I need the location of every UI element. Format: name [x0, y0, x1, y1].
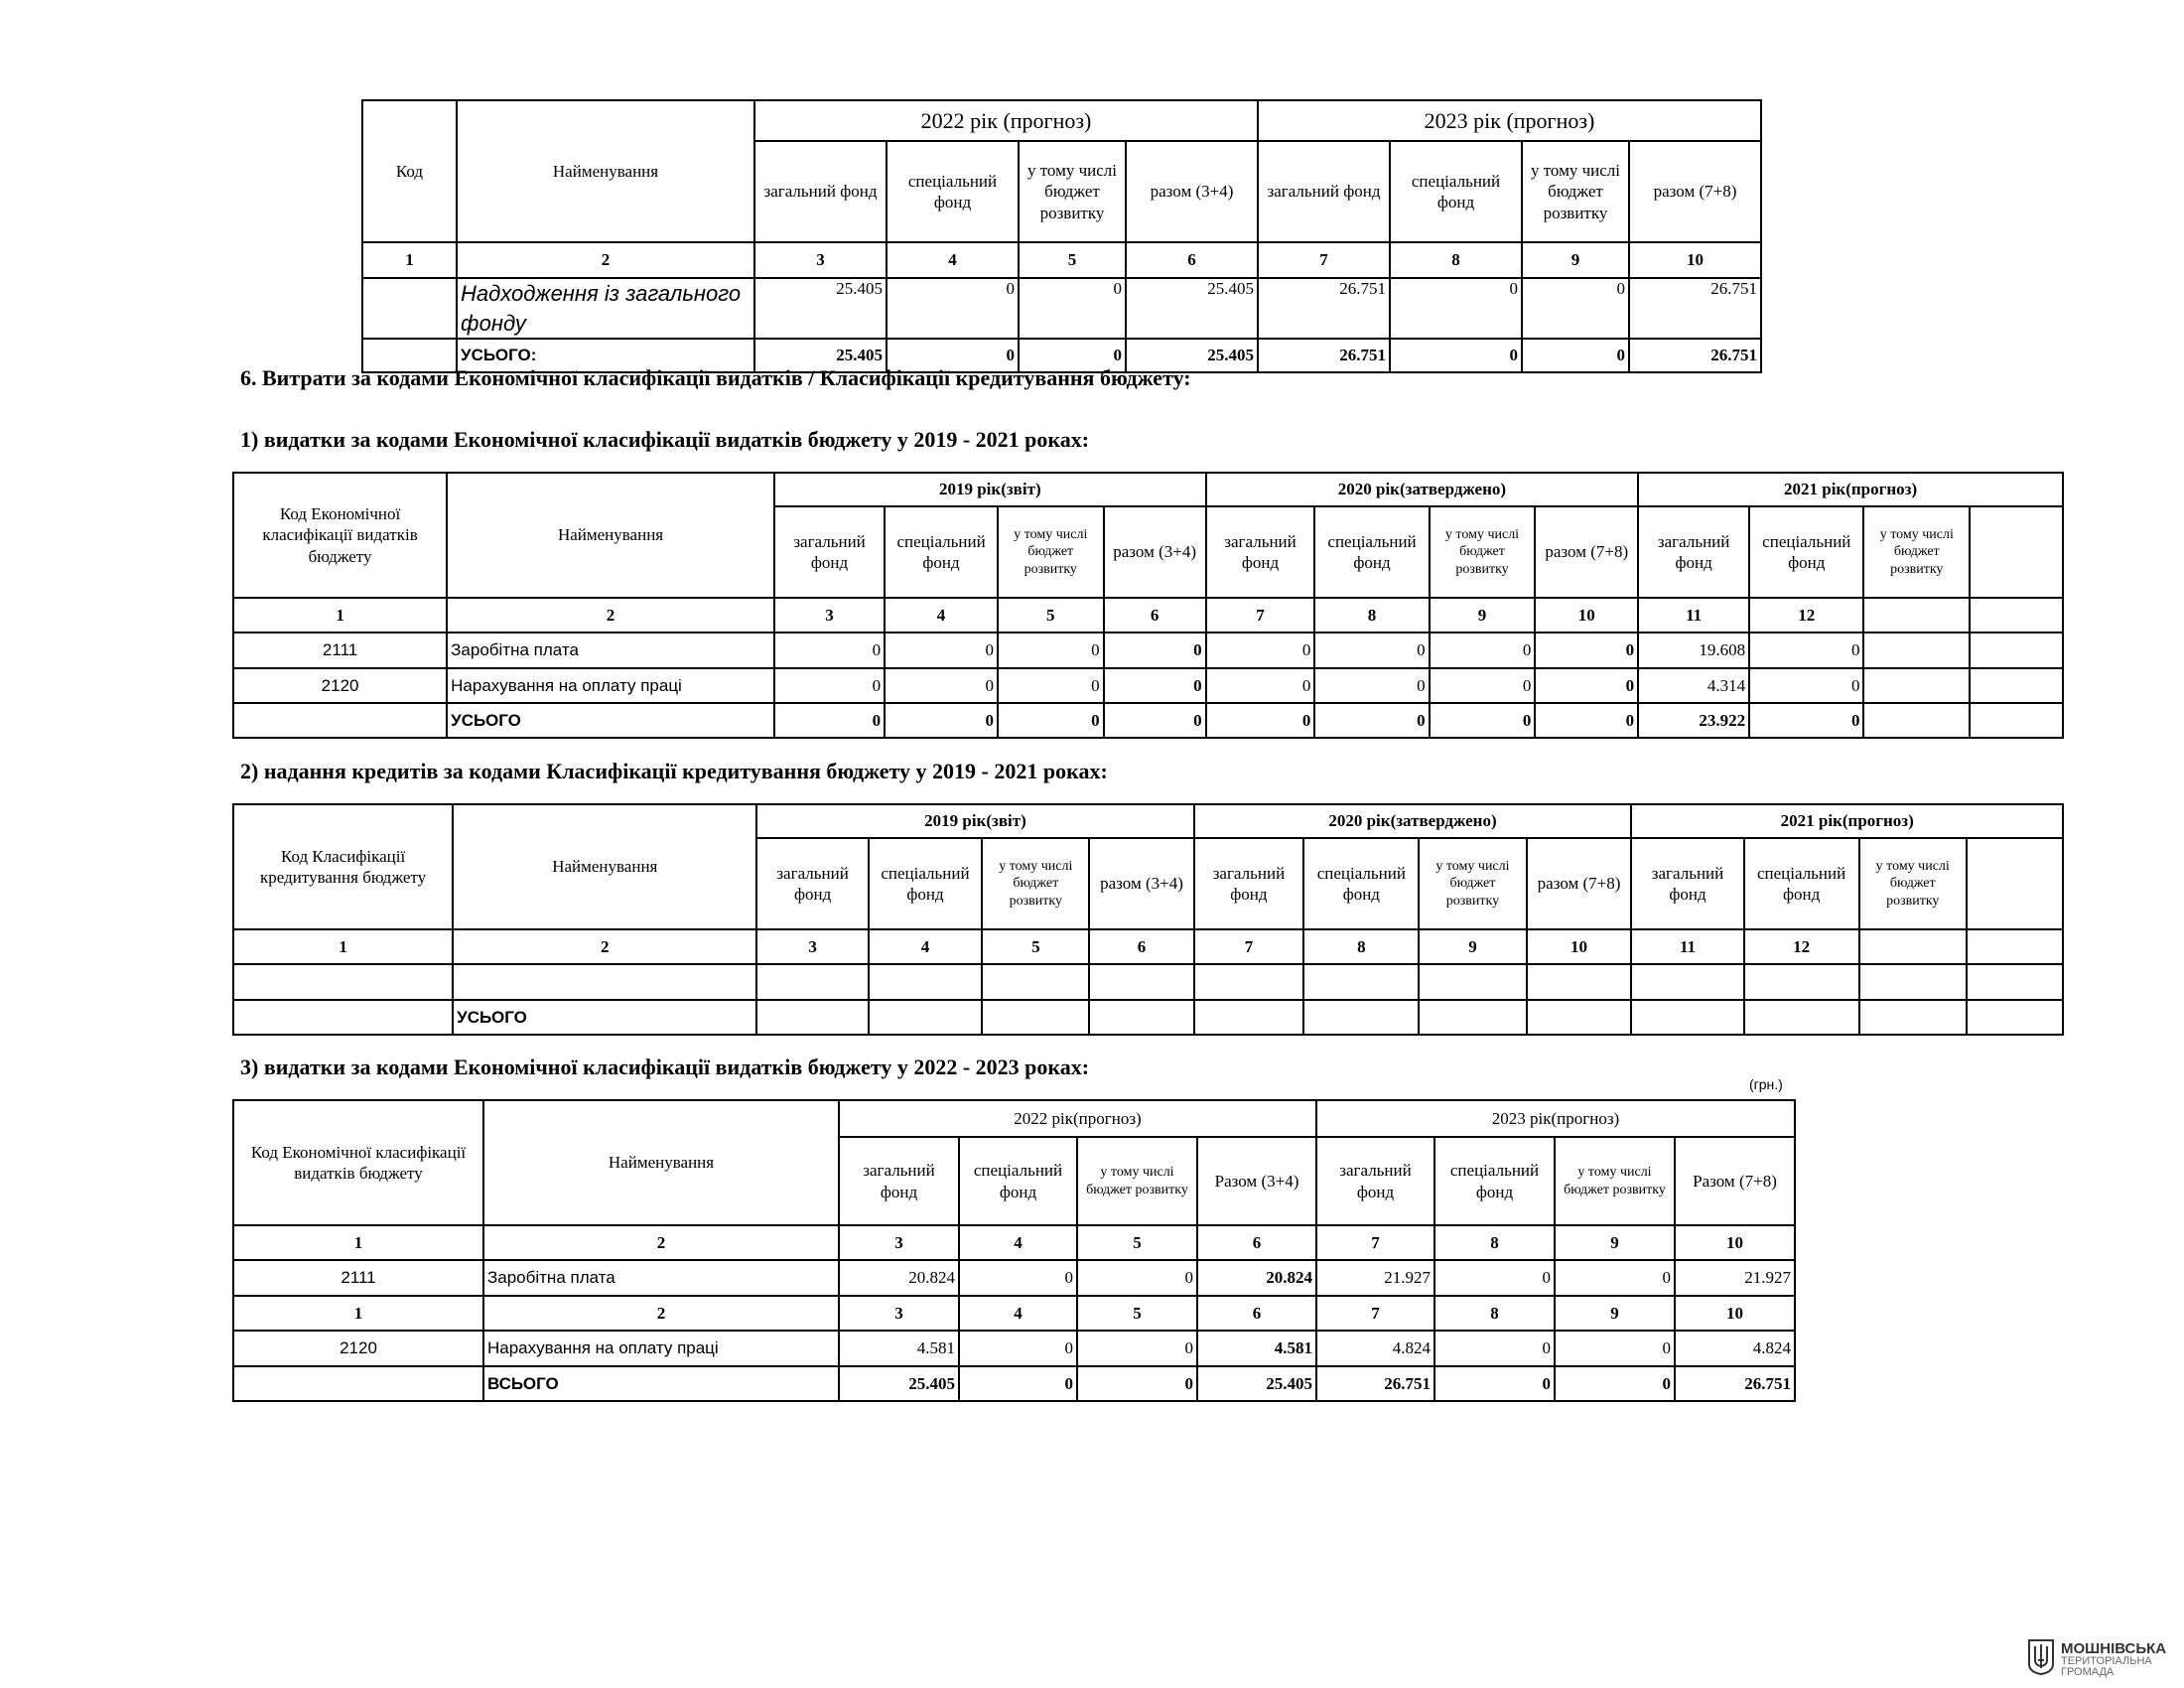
- cell-value: [1863, 668, 1970, 703]
- cell-value: 0: [1535, 703, 1638, 738]
- subsection-2-heading: 2) надання кредитів за кодами Класифікації кредитування бюджету у 2019 - 2021 роках:: [240, 759, 1108, 783]
- col-header-total: Разом (3+4): [1197, 1137, 1316, 1225]
- column-number: 7: [1316, 1296, 1434, 1331]
- col-header-code: Код Класифікації кредитування бюджету: [233, 804, 453, 929]
- col-header-development-budget: у тому числі бюджет розвитку: [1522, 141, 1629, 242]
- row-name: Заробітна плата: [483, 1260, 839, 1296]
- cell-value: 0: [959, 1331, 1077, 1366]
- column-number: 6: [1089, 929, 1193, 964]
- total-row: [233, 703, 2063, 738]
- column-number: 3: [774, 598, 885, 633]
- col-header-special-fund: спеціальний фонд: [1390, 141, 1522, 242]
- column-number: 7: [1258, 242, 1390, 278]
- cell-value: 0: [1104, 703, 1206, 738]
- expenses-2022-2023-table: [232, 1099, 1796, 1402]
- column-number: 12: [1744, 929, 1859, 964]
- col-header-total: разом (3+4): [1104, 506, 1206, 598]
- cell-value: 19.608: [1638, 633, 1749, 668]
- col-header-general-fund: загальний фонд: [756, 838, 868, 929]
- cell-value: 0: [885, 703, 998, 738]
- column-number: 10: [1675, 1225, 1795, 1260]
- row-name: Нарахування на оплату праці: [447, 668, 774, 703]
- column-number: 1: [362, 242, 457, 278]
- column-number: 10: [1527, 929, 1632, 964]
- column-number: 3: [756, 929, 868, 964]
- cell-value: 26.751: [1316, 1366, 1434, 1401]
- column-number: 5: [998, 598, 1104, 633]
- col-header-name: Найменування: [453, 804, 756, 929]
- column-number: 3: [754, 242, 887, 278]
- cell-value: 0: [1555, 1366, 1675, 1401]
- row-name: УСЬОГО: [453, 1000, 756, 1035]
- column-number: 9: [1430, 598, 1536, 633]
- cell-value: 0: [1434, 1331, 1555, 1366]
- cell-value: 0: [998, 668, 1104, 703]
- column-number: 1: [233, 1225, 483, 1260]
- cell-value: 0: [1104, 668, 1206, 703]
- col-header-total: разом (3+4): [1089, 838, 1193, 929]
- col-header-total: разом (7+8): [1527, 838, 1632, 929]
- col-header-year-2021: 2021 рік(прогноз): [1638, 473, 2063, 506]
- column-number: 7: [1316, 1225, 1434, 1260]
- column-number: 1: [233, 929, 453, 964]
- cell-value: 25.405: [1126, 339, 1258, 372]
- column-number: 1: [233, 1296, 483, 1331]
- col-header-year-2022: 2022 рік(прогноз): [839, 1100, 1316, 1137]
- col-header-code: Код: [362, 100, 457, 242]
- cell-value: 0: [1555, 1260, 1675, 1296]
- table-row: [233, 1260, 1795, 1296]
- col-header-code: Код Економічної класифікації видатків бюджету: [233, 473, 447, 598]
- col-header-general-fund: загальний фонд: [1631, 838, 1743, 929]
- cell-value: 26.751: [1675, 1366, 1795, 1401]
- col-header-special-fund: спеціальний фонд: [1749, 506, 1863, 598]
- row-code: [233, 1366, 483, 1401]
- col-header-total: разом (3+4): [1126, 141, 1258, 242]
- col-header-name: Найменування: [483, 1100, 839, 1225]
- column-number: 6: [1197, 1225, 1316, 1260]
- cell-value: 26.751: [1258, 339, 1390, 372]
- column-number: 9: [1555, 1225, 1675, 1260]
- column-number: 2: [483, 1225, 839, 1260]
- cell-value: 0: [1430, 668, 1536, 703]
- col-header-special-fund: спеціальний фонд: [1303, 838, 1419, 929]
- cell-value: 0: [1430, 703, 1536, 738]
- credits-2019-2021-table: [232, 803, 2064, 1036]
- column-number: [1859, 929, 1967, 964]
- cell-value: 0: [774, 668, 885, 703]
- column-number: 2: [457, 242, 754, 278]
- table-row: [233, 668, 2063, 703]
- cell-value: [1970, 668, 2063, 703]
- col-header-development-budget: у тому числі бюджет розвитку: [1019, 141, 1126, 242]
- cell-value: 26.751: [1258, 278, 1390, 339]
- col-header-special-fund: спеціальний фонд: [869, 838, 982, 929]
- column-number: 11: [1638, 598, 1749, 633]
- cell-value: 0: [887, 339, 1019, 372]
- col-header-total: разом (7+8): [1629, 141, 1761, 242]
- column-number: 5: [1077, 1296, 1197, 1331]
- col-header-name: Найменування: [457, 100, 754, 242]
- col-header-development-budget: у тому числі бюджет розвитку: [1859, 838, 1967, 929]
- cell-value: 0: [959, 1260, 1077, 1296]
- cell-value: 0: [885, 633, 998, 668]
- table-row: [233, 964, 2063, 1000]
- total-row: [233, 1000, 2063, 1035]
- cell-value: 0: [1206, 668, 1315, 703]
- col-header-development-budget: у тому числі бюджет розвитку: [1555, 1137, 1675, 1225]
- column-number: 6: [1104, 598, 1206, 633]
- cell-value: 0: [1077, 1366, 1197, 1401]
- col-header-development-budget: у тому числі бюджет розвитку: [998, 506, 1104, 598]
- column-number: 10: [1629, 242, 1761, 278]
- community-logo: [2027, 1638, 2166, 1681]
- section-6-heading: 6. Витрати за кодами Економічної класифікації видатків / Класифікації кредитування бюджету:: [240, 365, 1191, 390]
- column-number: 3: [839, 1225, 959, 1260]
- cell-value: 0: [1390, 339, 1522, 372]
- col-header-general-fund: загальний фонд: [774, 506, 885, 598]
- column-number: 8: [1390, 242, 1522, 278]
- cell-value: 0: [1749, 633, 1863, 668]
- cell-value: 0: [774, 633, 885, 668]
- col-header-name: Найменування: [447, 473, 774, 598]
- cell-value: 0: [1434, 1366, 1555, 1401]
- column-number: 5: [1019, 242, 1126, 278]
- cell-value: 0: [1077, 1260, 1197, 1296]
- row-code: 2120: [233, 668, 447, 703]
- column-number: 3: [839, 1296, 959, 1331]
- cell-value: 4.314: [1638, 668, 1749, 703]
- col-header-year-2023: 2023 рік(прогноз): [1316, 1100, 1795, 1137]
- col-header-total: [1970, 506, 2063, 598]
- column-number: 7: [1206, 598, 1315, 633]
- col-header-total: [1967, 838, 2063, 929]
- col-header-special-fund: спеціальний фонд: [1744, 838, 1859, 929]
- cell-value: 0: [1749, 668, 1863, 703]
- col-header-year-2020: 2020 рік(затверджено): [1194, 804, 1632, 838]
- row-name: ВСЬОГО: [483, 1366, 839, 1401]
- col-header-year-2021: 2021 рік(прогноз): [1631, 804, 2063, 838]
- column-number: 2: [483, 1296, 839, 1331]
- cell-value: 0: [1314, 703, 1429, 738]
- logo-line-3: ГРОМАДА: [2061, 1666, 2115, 1678]
- column-number: 4: [885, 598, 998, 633]
- column-number: 2: [447, 598, 774, 633]
- column-number: 11: [1631, 929, 1743, 964]
- cell-value: 25.405: [754, 278, 887, 339]
- column-number: 8: [1314, 598, 1429, 633]
- col-header-general-fund: загальний фонд: [1638, 506, 1749, 598]
- trident-icon: [2027, 1638, 2055, 1681]
- cell-value: 0: [998, 703, 1104, 738]
- column-number: 4: [869, 929, 982, 964]
- cell-value: 0: [885, 668, 998, 703]
- cell-value: 0: [1555, 1331, 1675, 1366]
- cell-value: 20.824: [1197, 1260, 1316, 1296]
- column-number: 10: [1675, 1296, 1795, 1331]
- cell-value: 26.751: [1629, 278, 1761, 339]
- col-header-year-2020: 2020 рік(затверджено): [1206, 473, 1639, 506]
- col-header-year-2019: 2019 рік(звіт): [774, 473, 1206, 506]
- cell-value: 0: [1077, 1331, 1197, 1366]
- cell-value: 0: [1434, 1260, 1555, 1296]
- cell-value: 4.581: [1197, 1331, 1316, 1366]
- row-code: 2111: [233, 633, 447, 668]
- column-number: 4: [887, 242, 1019, 278]
- row-name: УСЬОГО:: [457, 339, 754, 372]
- column-number: 9: [1419, 929, 1526, 964]
- row-name: Надходження із загального фонду: [457, 278, 754, 339]
- col-header-development-budget: у тому числі бюджет розвитку: [1077, 1137, 1197, 1225]
- cell-value: 0: [1206, 703, 1315, 738]
- row-name: УСЬОГО: [447, 703, 774, 738]
- col-header-development-budget: у тому числі бюджет розвитку: [1430, 506, 1536, 598]
- col-header-general-fund: загальний фонд: [1258, 141, 1390, 242]
- subsection-1-heading: 1) видатки за кодами Економічної класифікації видатків бюджету у 2019 - 2021 роках:: [240, 427, 1090, 452]
- cell-value: 21.927: [1316, 1260, 1434, 1296]
- cell-value: 0: [1314, 633, 1429, 668]
- cell-value: [1970, 703, 2063, 738]
- col-header-total: разом (7+8): [1535, 506, 1638, 598]
- col-header-year-2019: 2019 рік(звіт): [756, 804, 1193, 838]
- cell-value: 25.405: [754, 339, 887, 372]
- column-number: 9: [1555, 1296, 1675, 1331]
- col-header-special-fund: спеціальний фонд: [1434, 1137, 1555, 1225]
- cell-value: 23.922: [1638, 703, 1749, 738]
- column-number: 4: [959, 1225, 1077, 1260]
- row-code: 2111: [233, 1260, 483, 1296]
- cell-value: 25.405: [1126, 278, 1258, 339]
- logo-line-1: МОШНІВСЬКА: [2061, 1640, 2167, 1657]
- table-row: [233, 633, 2063, 668]
- col-header-general-fund: загальний фонд: [1316, 1137, 1434, 1225]
- cell-value: 0: [998, 633, 1104, 668]
- col-header-special-fund: спеціальний фонд: [887, 141, 1019, 242]
- col-header-special-fund: спеціальний фонд: [1314, 506, 1429, 598]
- cell-value: 0: [774, 703, 885, 738]
- column-number: 8: [1434, 1225, 1555, 1260]
- cell-value: 0: [1206, 633, 1315, 668]
- cell-value: 25.405: [1197, 1366, 1316, 1401]
- col-header-development-budget: у тому числі бюджет розвитку: [1863, 506, 1970, 598]
- cell-value: 0: [1019, 339, 1126, 372]
- cell-value: 0: [1104, 633, 1206, 668]
- column-number: 8: [1434, 1296, 1555, 1331]
- row-name: Заробітна плата: [447, 633, 774, 668]
- row-code: [233, 703, 447, 738]
- cell-value: 21.927: [1675, 1260, 1795, 1296]
- column-number: [1967, 929, 2063, 964]
- column-number: 6: [1126, 242, 1258, 278]
- cell-value: 0: [1314, 668, 1429, 703]
- column-number: 5: [1077, 1225, 1197, 1260]
- cell-value: 0: [1535, 668, 1638, 703]
- column-number: 5: [982, 929, 1089, 964]
- cell-value: 0: [1019, 278, 1126, 339]
- col-header-special-fund: спеціальний фонд: [885, 506, 998, 598]
- column-number: [1863, 598, 1970, 633]
- column-number: 7: [1194, 929, 1304, 964]
- column-number: 6: [1197, 1296, 1316, 1331]
- cell-value: 4.824: [1675, 1331, 1795, 1366]
- cell-value: 26.751: [1629, 339, 1761, 372]
- cell-value: 0: [887, 278, 1019, 339]
- unit-label: (грн.): [1749, 1076, 1783, 1092]
- expenses-2019-2021-table: [232, 472, 2064, 739]
- cell-value: 4.581: [839, 1331, 959, 1366]
- column-number: 10: [1535, 598, 1638, 633]
- col-header-development-budget: у тому числі бюджет розвитку: [982, 838, 1089, 929]
- cell-value: 0: [1522, 278, 1629, 339]
- cell-value: [1970, 633, 2063, 668]
- column-number: 9: [1522, 242, 1629, 278]
- col-header-year-2022: 2022 рік (прогноз): [754, 100, 1258, 141]
- cell-value: 25.405: [839, 1366, 959, 1401]
- subsection-3-heading: 3) видатки за кодами Економічної класифікації видатків бюджету у 2022 - 2023 роках:: [240, 1055, 1090, 1079]
- column-number: 1: [233, 598, 447, 633]
- col-header-year-2023: 2023 рік (прогноз): [1258, 100, 1761, 141]
- col-header-total: Разом (7+8): [1675, 1137, 1795, 1225]
- col-header-special-fund: спеціальний фонд: [959, 1137, 1077, 1225]
- cell-value: 0: [1522, 339, 1629, 372]
- column-number: 8: [1303, 929, 1419, 964]
- cell-value: 0: [1749, 703, 1863, 738]
- col-header-general-fund: загальний фонд: [839, 1137, 959, 1225]
- column-number: 4: [959, 1296, 1077, 1331]
- logo-line-2: ТЕРИТОРІАЛЬНА: [2061, 1655, 2152, 1667]
- col-header-general-fund: загальний фонд: [754, 141, 887, 242]
- cell-value: 0: [1535, 633, 1638, 668]
- cell-value: 0: [959, 1366, 1077, 1401]
- row-code: [233, 1000, 453, 1035]
- col-header-code: Код Економічної класифікації видатків бюджету: [233, 1100, 483, 1225]
- logo-text: [2061, 1641, 2166, 1678]
- column-number: [1970, 598, 2063, 633]
- total-row: [233, 1366, 1795, 1401]
- cell-value: [1863, 703, 1970, 738]
- column-number: 12: [1749, 598, 1863, 633]
- cell-value: 20.824: [839, 1260, 959, 1296]
- row-name: Нарахування на оплату праці: [483, 1331, 839, 1366]
- table-row: [233, 1331, 1795, 1366]
- row-code: 2120: [233, 1331, 483, 1366]
- column-number: 2: [453, 929, 756, 964]
- col-header-general-fund: загальний фонд: [1194, 838, 1304, 929]
- cell-value: 0: [1390, 278, 1522, 339]
- cell-value: 4.824: [1316, 1331, 1434, 1366]
- cell-value: 0: [1430, 633, 1536, 668]
- col-header-development-budget: у тому числі бюджет розвитку: [1419, 838, 1526, 929]
- col-header-general-fund: загальний фонд: [1206, 506, 1315, 598]
- cell-value: [1863, 633, 1970, 668]
